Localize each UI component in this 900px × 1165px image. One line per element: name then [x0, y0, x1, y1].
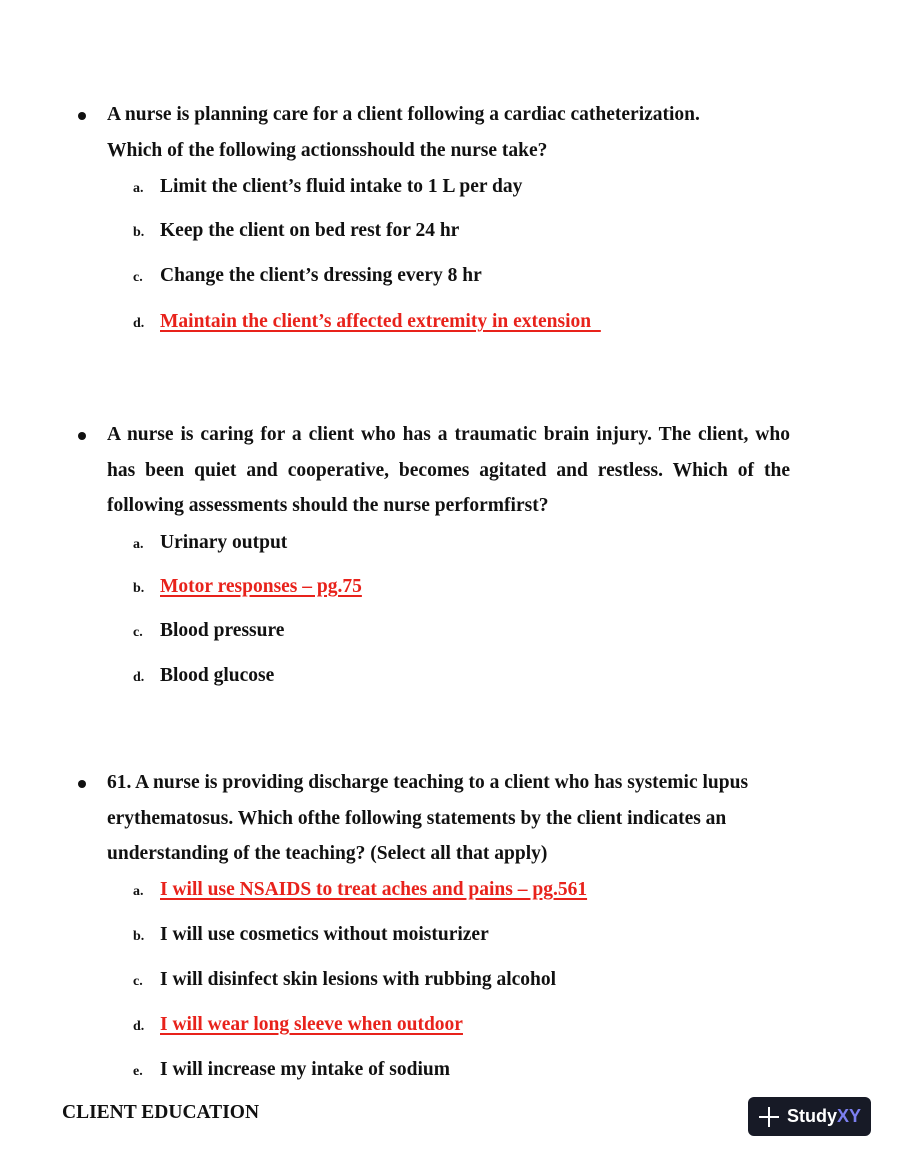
question-stem: A nurse is caring for a client who has a traumatic brain injury. The client, who has been quiet and cooperative, becomes agitated and restless. Which of the following assessments should the nurse performfirst?	[107, 424, 790, 516]
option-text: Blood pressure	[160, 620, 285, 641]
section-footer: CLIENT EDUCATION	[62, 1102, 260, 1123]
option-text: I will increase my intake of sodium	[160, 1059, 450, 1080]
option-text: Blood glucose	[160, 665, 275, 686]
option-text-correct: I will wear long sleeve when outdoor	[160, 1014, 463, 1035]
option-letter: b.	[133, 929, 145, 944]
option-text: I will use cosmetics without moisturizer	[160, 924, 489, 945]
plus-icon	[758, 1106, 780, 1128]
answer-option[interactable]	[0, 663, 900, 693]
bullet-icon	[78, 112, 86, 120]
option-text-correct: Maintain the client’s affected extremity in extension	[160, 311, 601, 332]
option-letter: d.	[133, 316, 145, 331]
option-text-correct: I will use NSAIDS to treat aches and pains – pg.561	[160, 879, 588, 900]
option-letter: c.	[133, 270, 143, 285]
option-letter: b.	[133, 581, 145, 596]
option-letter: c.	[133, 625, 143, 640]
logo-word-study: Study	[787, 1106, 838, 1126]
option-letter: e.	[133, 1064, 143, 1079]
option-text: Keep the client on bed rest for 24 hr	[160, 220, 460, 241]
answer-option-correct[interactable]	[0, 309, 900, 339]
question-stem: 61. A nurse is providing discharge teaching to a client who has systemic lupus erythematosus. Which ofthe following statements by the client indicates an understanding of the teaching? (Select all that apply)	[107, 772, 749, 864]
option-text-correct: Motor responses – pg.75	[160, 576, 362, 597]
answer-option[interactable]	[0, 530, 900, 560]
option-letter: d.	[133, 670, 145, 685]
logo-word-xy: XY	[837, 1106, 862, 1126]
logo-wordmark	[787, 1106, 861, 1127]
option-letter: d.	[133, 1019, 145, 1034]
bullet-icon	[78, 432, 86, 440]
option-text: Urinary output	[160, 532, 288, 553]
answer-option-correct[interactable]	[0, 574, 900, 604]
option-letter: a.	[133, 181, 144, 196]
option-letter: a.	[133, 884, 144, 899]
studyxy-logo[interactable]	[748, 1097, 871, 1136]
option-letter: c.	[133, 974, 143, 989]
answer-option[interactable]	[0, 967, 900, 997]
answer-option-correct[interactable]	[0, 1012, 900, 1042]
answer-option[interactable]	[0, 618, 900, 648]
answer-option[interactable]	[0, 922, 900, 952]
answer-option[interactable]	[0, 1057, 900, 1087]
answer-option-correct[interactable]	[0, 877, 900, 907]
answer-option[interactable]	[0, 263, 900, 293]
option-letter: a.	[133, 537, 144, 552]
option-text: I will disinfect skin lesions with rubbing alcohol	[160, 969, 557, 990]
answer-option[interactable]	[0, 174, 900, 204]
answer-option[interactable]	[0, 218, 900, 248]
question-stem: A nurse is planning care for a client following a cardiac catheterization. Which of the following actionsshould the nurse take?	[107, 104, 700, 161]
option-text: Change the client’s dressing every 8 hr	[160, 265, 482, 286]
option-letter: b.	[133, 225, 145, 240]
bullet-icon	[78, 780, 86, 788]
option-text: Limit the client’s fluid intake to 1 L per day	[160, 176, 523, 197]
